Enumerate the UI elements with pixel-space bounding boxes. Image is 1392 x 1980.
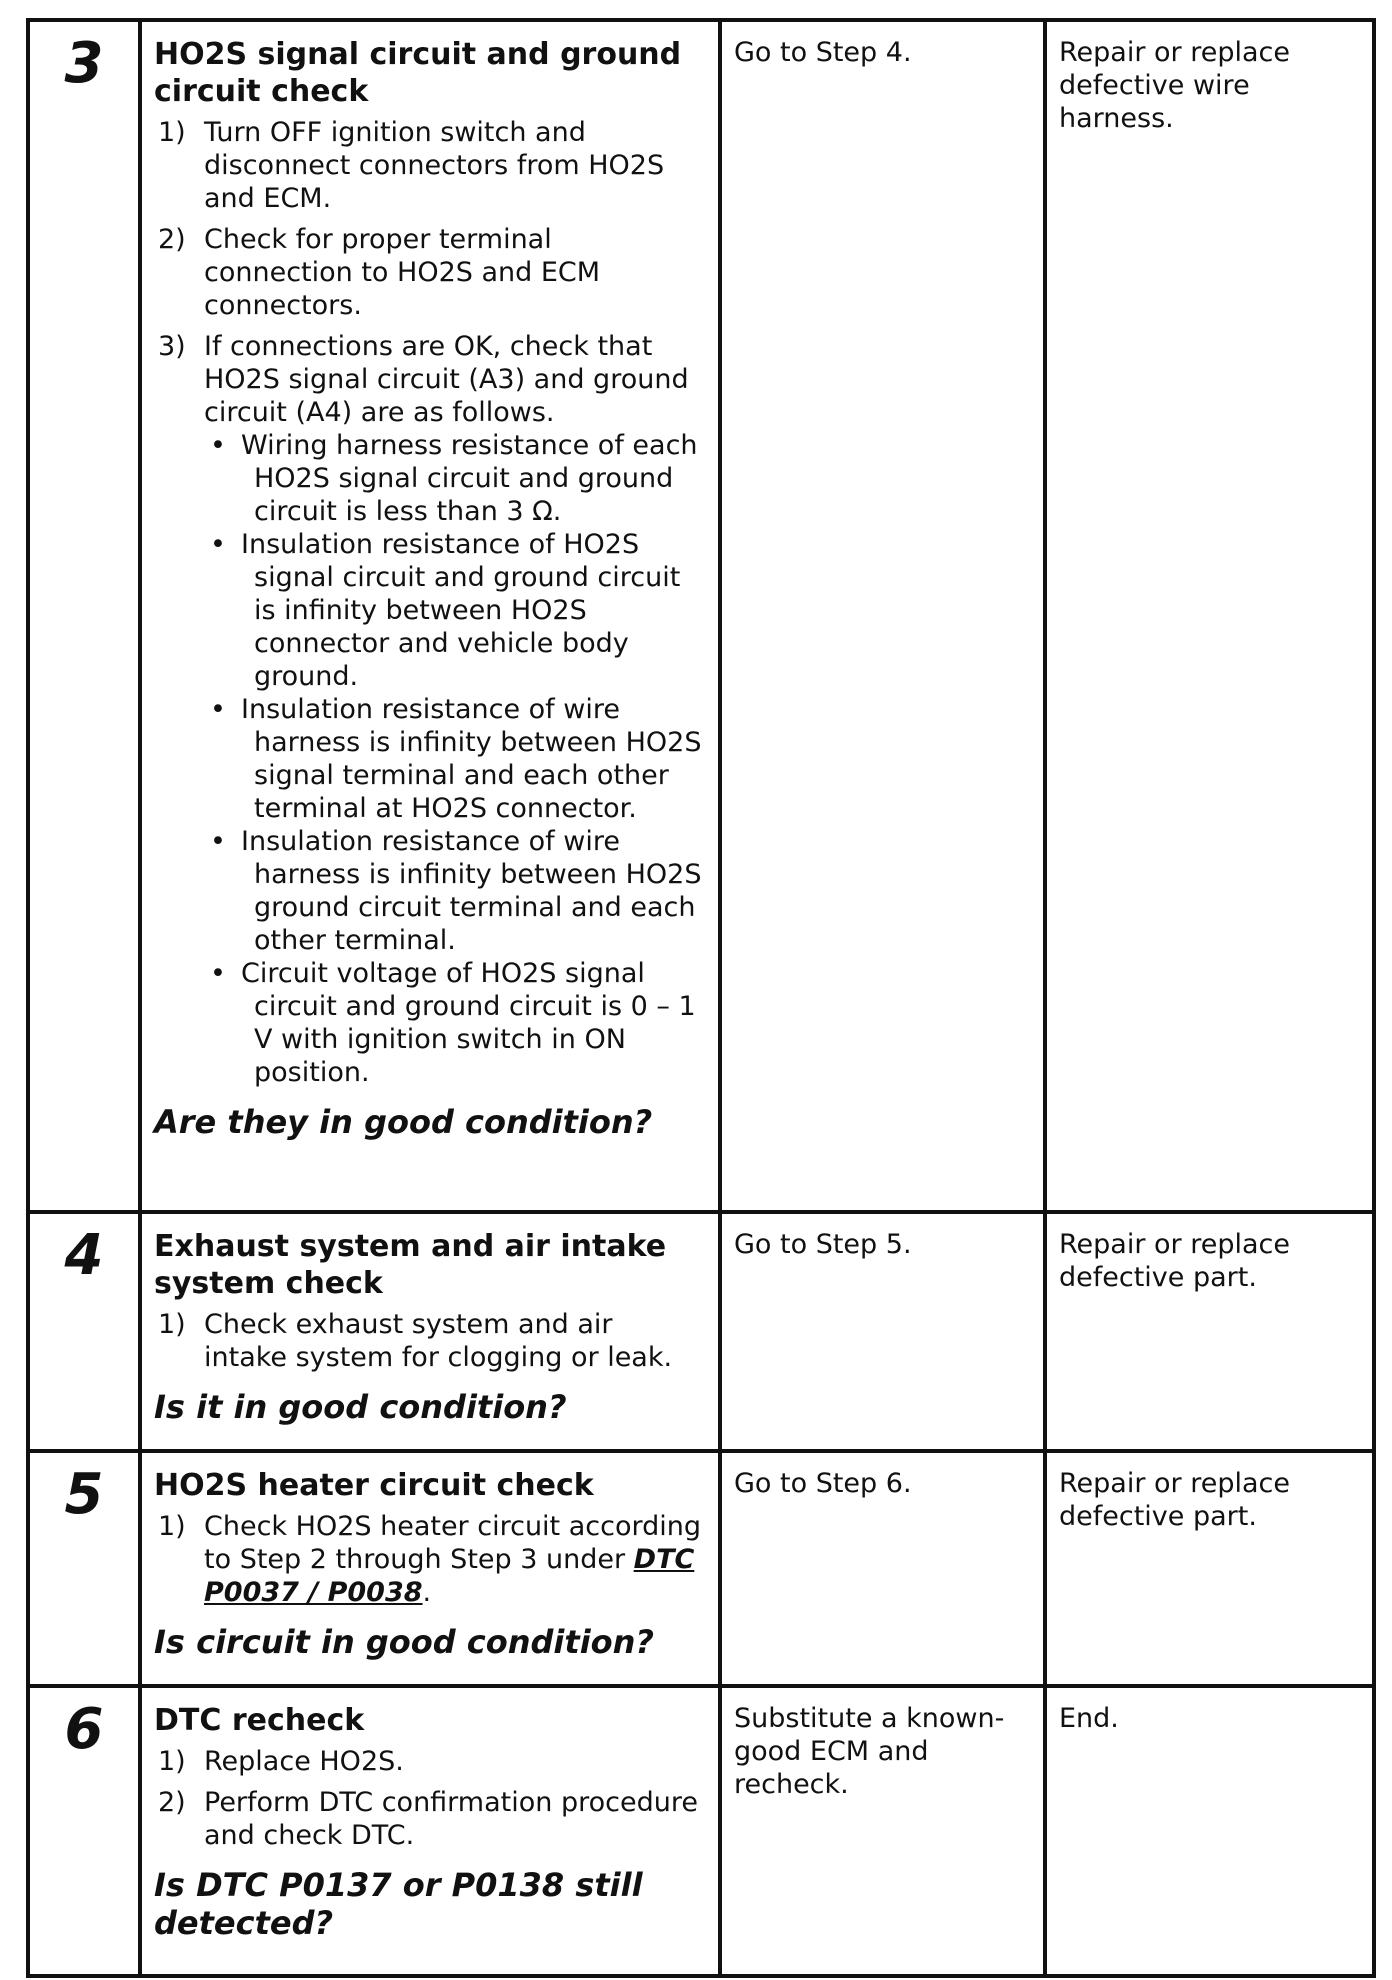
yes-cell: Go to Step 4. (720, 20, 1045, 1212)
step-label: 2) (158, 224, 186, 255)
table-row-step-6 (28, 1686, 1374, 1976)
step-list (154, 1510, 702, 1609)
bullet-item (204, 528, 702, 693)
step-text: Turn OFF ignition switch and disconnect connectors from HO2S and ECM. (204, 117, 665, 214)
action-cell (140, 1212, 720, 1451)
table-row-step-4 (28, 1212, 1374, 1451)
action-cell (140, 1451, 720, 1686)
dtc-link[interactable]: DTC P0037 / P0038 (204, 1544, 695, 1608)
step-list (154, 116, 702, 1089)
step-question: Are they in good condition? (154, 1103, 653, 1141)
step-title: HO2S heater circuit check (154, 1468, 594, 1503)
list-item (154, 1510, 702, 1609)
list-item (154, 223, 702, 322)
bullet-text: Insulation resistance of wire harness is infinity between HO2S signal terminal and each other terminal at HO2S connector. (241, 694, 702, 824)
step-title: Exhaust system and air intake system check (154, 1229, 667, 1301)
bullet-text: Circuit voltage of HO2S signal circuit and ground circuit is 0 – 1 V with ignition switch in ON position. (241, 958, 696, 1088)
list-item (154, 1745, 702, 1778)
step-number: 6 (64, 1697, 104, 1762)
step-text: Perform DTC confirmation procedure and check DTC. (204, 1787, 698, 1851)
bullet-icon: • (210, 529, 226, 560)
step-number: 4 (64, 1223, 104, 1288)
diagnostic-steps-table (26, 18, 1376, 1978)
step-text: Check HO2S heater circuit according to Step 2 through Step 3 under (204, 1511, 701, 1575)
list-item (154, 1308, 702, 1374)
list-item (154, 116, 702, 215)
bullet-item (204, 957, 702, 1089)
step-text: Check for proper terminal connection to HO2S and ECM connectors. (204, 224, 601, 321)
bullet-icon: • (210, 826, 226, 857)
yes-cell: Substitute a known-good ECM and recheck. (720, 1686, 1045, 1976)
action-cell (140, 20, 720, 1212)
list-item (154, 330, 702, 1089)
list-item (154, 1786, 702, 1852)
step-number-cell (28, 1451, 140, 1686)
step-text: Replace HO2S. (204, 1746, 404, 1777)
step-number-cell (28, 20, 140, 1212)
bullet-item (204, 429, 702, 528)
bullet-text: Wiring harness resistance of each HO2S signal circuit and ground circuit is less than 3 Ω. (241, 430, 698, 527)
step-label: 3) (158, 331, 186, 362)
step-list (154, 1745, 702, 1852)
step-label: 2) (158, 1787, 186, 1818)
no-cell: End. (1045, 1686, 1374, 1976)
bullet-list (204, 429, 702, 1089)
bullet-text: Insulation resistance of HO2S signal circuit and ground circuit is infinity between HO2S connector and vehicle body ground. (241, 529, 681, 692)
bullet-item (204, 693, 702, 825)
step-title: DTC recheck (154, 1703, 365, 1738)
step-question: Is circuit in good condition? (154, 1623, 654, 1661)
step-label: 1) (158, 117, 186, 148)
step-text: Check exhaust system and air intake system for clogging or leak. (204, 1309, 673, 1373)
step-label: 1) (158, 1746, 186, 1777)
yes-cell: Go to Step 6. (720, 1451, 1045, 1686)
table-row-step-5 (28, 1451, 1374, 1686)
step-label: 1) (158, 1511, 186, 1542)
bullet-icon: • (210, 430, 226, 461)
step-title: HO2S signal circuit and ground circuit check (154, 37, 682, 109)
no-cell: Repair or replace defective wire harness. (1045, 20, 1374, 1212)
step-number-cell (28, 1212, 140, 1451)
bullet-icon: • (210, 694, 226, 725)
bullet-text: Insulation resistance of wire harness is infinity between HO2S ground circuit terminal and each other terminal. (241, 826, 702, 956)
no-cell: Repair or replace defective part. (1045, 1212, 1374, 1451)
step-number: 5 (64, 1462, 104, 1527)
no-cell: Repair or replace defective part. (1045, 1451, 1374, 1686)
step-question: Is it in good condition? (154, 1388, 567, 1426)
step-number-cell (28, 1686, 140, 1976)
step-label: 1) (158, 1309, 186, 1340)
step-question: Is DTC P0137 or P0138 still detected? (154, 1866, 643, 1942)
action-cell (140, 1686, 720, 1976)
step-list (154, 1308, 702, 1374)
bullet-item (204, 825, 702, 957)
table-row-step-3 (28, 20, 1374, 1212)
step-number: 3 (64, 31, 104, 96)
yes-cell: Go to Step 5. (720, 1212, 1045, 1451)
step-text-suffix: . (422, 1577, 432, 1608)
bullet-icon: • (210, 958, 226, 989)
step-text: If connections are OK, check that HO2S signal circuit (A3) and ground circuit (A4) are as follows. (204, 331, 689, 428)
